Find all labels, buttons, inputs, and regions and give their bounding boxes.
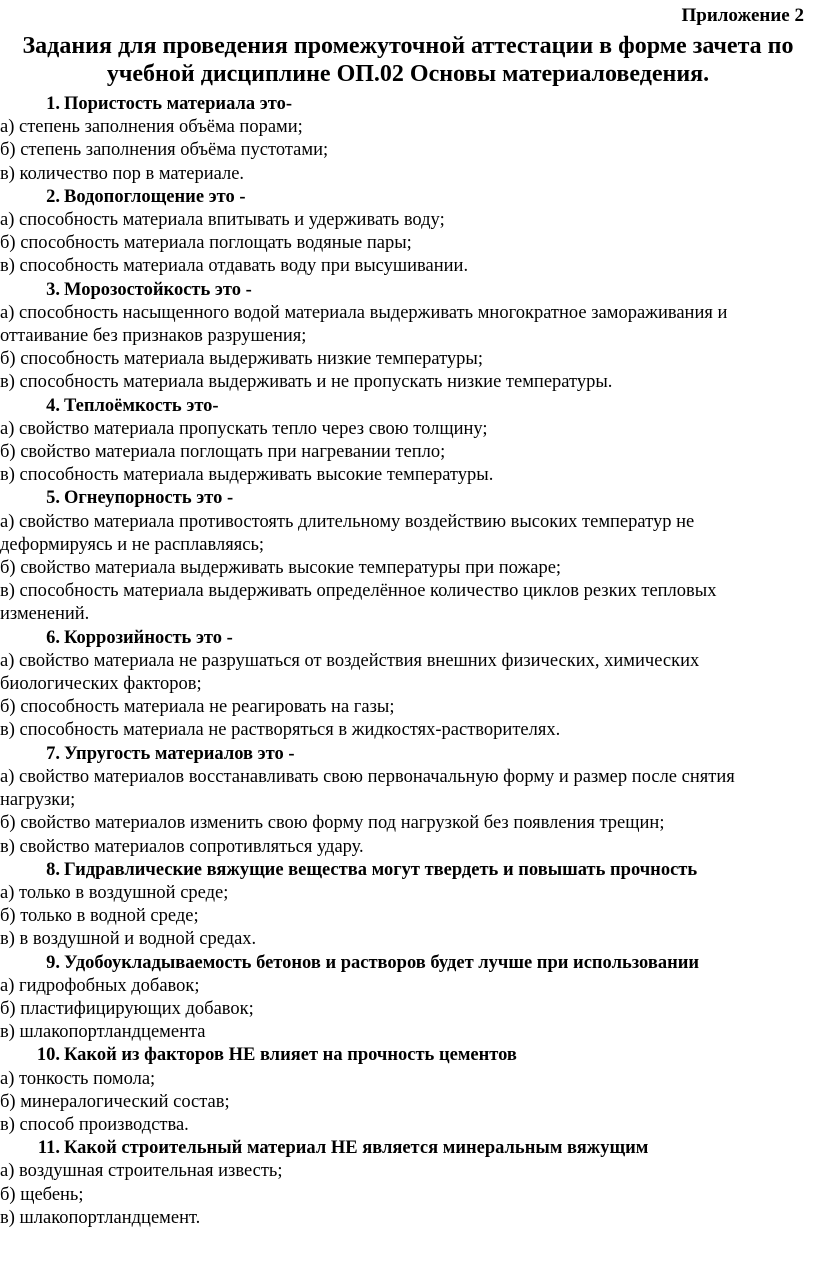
question-heading [0, 279, 810, 302]
question-heading [0, 93, 810, 116]
answer-option: б) свойство материала выдерживать высокие температуры при пожаре; [0, 558, 562, 579]
question-block [0, 627, 810, 743]
answer-option: в) способность материала выдерживать определённое количество циклов резких тепловых изменений. [0, 581, 717, 625]
question-text: Морозостойкость это - [64, 279, 252, 300]
document-title [0, 32, 816, 88]
question-number: 6. [46, 627, 60, 648]
question-heading [0, 487, 810, 510]
title-line-2: учебной дисциплине ОП.02 Основы материаловедения. [106, 61, 710, 87]
answer-option: б) способность материала поглощать водяные пары; [0, 233, 412, 254]
answer-option: в) свойство материалов сопротивляться удару. [0, 836, 364, 857]
question-text: Гидравлические вяжущие вещества могут твердеть и повышать прочность [64, 859, 698, 880]
question-heading [0, 743, 810, 766]
question-heading [0, 186, 810, 209]
question-block [0, 487, 810, 626]
answer-option: а) тонкость помола; [0, 1068, 156, 1089]
answer-option: б) способность материала не реагировать на газы; [0, 697, 395, 718]
answer-option: а) способность материала впитывать и удерживать воду; [0, 210, 445, 231]
question-block [0, 1044, 810, 1137]
question-number: 7. [46, 743, 60, 764]
question-number: 5. [46, 488, 60, 509]
question-number: 10. [36, 1045, 60, 1066]
question-text: Коррозийность это - [64, 627, 233, 648]
answer-option: а) свойство материала пропускать тепло через свою толщину; [0, 418, 488, 439]
question-text: Какой из факторов НЕ влияет на прочность цементов [64, 1045, 517, 1066]
answer-option: а) гидрофобных добавок; [0, 975, 200, 996]
question-block [0, 279, 810, 395]
answer-option: в) шлакопортландцемента [0, 1022, 206, 1043]
question-heading [0, 859, 810, 882]
answer-option: в) в воздушной и водной средах. [0, 929, 257, 950]
answer-option: б) свойство материала поглощать при нагревании тепло; [0, 442, 446, 463]
question-heading [0, 1044, 810, 1067]
question-text: Водопоглощение это - [64, 186, 246, 207]
question-text: Удобоукладываемость бетонов и растворов будет лучше при использовании [64, 952, 700, 973]
answer-option: в) способность материала выдерживать и не пропускать низкие температуры. [0, 372, 613, 393]
answer-option: б) только в водной среде; [0, 906, 199, 927]
appendix-label: Приложение 2 [681, 5, 804, 26]
question-number: 11. [37, 1138, 60, 1159]
answer-option: в) способность материала выдерживать высокие температуры. [0, 465, 494, 486]
answer-option: б) щебень; [0, 1184, 84, 1205]
question-text: Пористость материала это- [64, 94, 293, 114]
answer-option: а) воздушная строительная известь; [0, 1161, 283, 1182]
question-heading [0, 1137, 810, 1160]
question-text: Какой строительный материал НЕ является минеральным вяжущим [64, 1138, 649, 1159]
question-block [0, 186, 810, 279]
question-number: 1. [46, 94, 60, 114]
question-block [0, 395, 810, 488]
title-line-1: Задания для проведения промежуточной аттестации в форме зачета по [22, 33, 794, 59]
question-block [0, 1137, 810, 1230]
answer-option: б) пластифицирующих добавок; [0, 998, 254, 1019]
answer-option: а) свойство материалов восстанавливать свою первоначальную форму и размер после снятия нагрузки; [0, 766, 735, 811]
question-text: Упругость материалов это - [64, 743, 295, 764]
question-number: 8. [46, 859, 60, 880]
answer-option: а) степень заполнения объёма порами; [0, 117, 303, 138]
answer-option: в) шлакопортландцемент. [0, 1207, 201, 1228]
question-block [0, 859, 810, 952]
question-heading [0, 952, 810, 975]
answer-option: б) способность материала выдерживать низкие температуры; [0, 349, 483, 370]
answer-option: а) только в воздушной среде; [0, 882, 229, 903]
answer-option: а) способность насыщенного водой материала выдерживать многократное замораживания и оттаивание без признаков разрушения; [0, 302, 728, 347]
answer-option: б) степень заполнения объёма пустотами; [0, 140, 329, 161]
answer-option: в) способность материала отдавать воду при высушивании. [0, 256, 469, 277]
question-number: 4. [46, 395, 60, 416]
question-number: 3. [46, 279, 60, 300]
question-block [0, 743, 810, 859]
question-block [0, 93, 810, 186]
question-heading [0, 627, 810, 650]
answer-option: а) свойство материала не разрушаться от воздействия внешних физических, химических биологических факторов; [0, 650, 700, 695]
question-text: Огнеупорность это - [64, 488, 234, 509]
answer-option: а) свойство материала противостоять длительному воздействию высоких температур не деформируясь и не расплавляясь; [0, 511, 695, 555]
question-text: Теплоёмкость это- [64, 395, 219, 416]
question-block [0, 952, 810, 1045]
question-number: 9. [46, 952, 60, 973]
question-heading [0, 395, 810, 418]
answer-option: в) способ производства. [0, 1114, 189, 1135]
answer-option: б) свойство материалов изменить свою форму под нагрузкой без появления трещин; [0, 813, 665, 834]
answer-option: в) количество пор в материале. [0, 163, 245, 184]
question-list [0, 93, 810, 1230]
answer-option: б) минералогический состав; [0, 1091, 230, 1112]
answer-option: в) способность материала не растворяться в жидкостях-растворителях. [0, 720, 561, 741]
question-number: 2. [46, 186, 60, 207]
